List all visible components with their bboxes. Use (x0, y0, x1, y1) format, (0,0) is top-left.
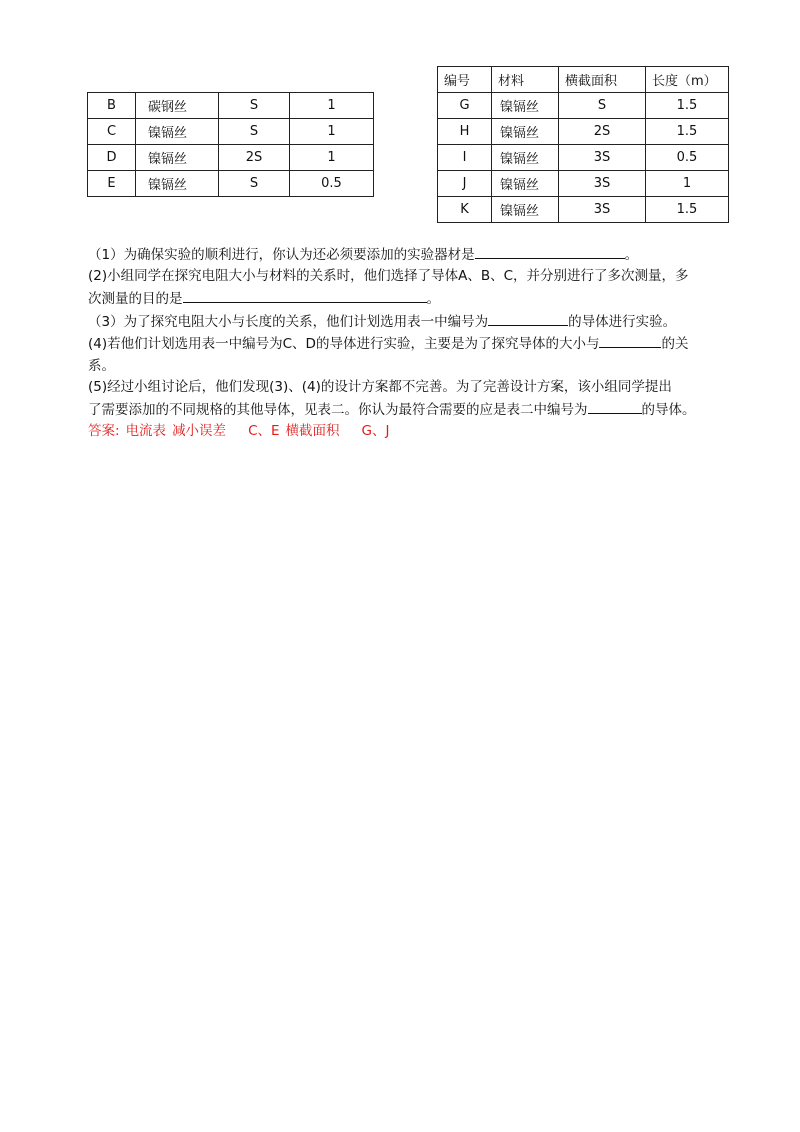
answer-blank-2[interactable] (183, 287, 427, 303)
table-cell: S (219, 93, 290, 119)
table-cell: 0.5 (290, 171, 374, 197)
answer-2: 减小误差 (172, 423, 227, 439)
question-3-text: （3）为了探究电阻大小与长度的关系，他们计划选用表一中编号为 (88, 314, 489, 330)
table-cell: 1 (646, 171, 729, 197)
table-cell: G (438, 93, 492, 119)
question-1-text: （1）为确保实验的顺利进行，你认为还必须要添加的实验器材是 (88, 247, 475, 263)
table-row (88, 93, 374, 119)
table-cell: 1 (290, 93, 374, 119)
question-5-end: 的导体。 (641, 402, 696, 418)
question-3 (88, 310, 718, 333)
table-cell: S (559, 93, 646, 119)
answer-blank-1[interactable] (475, 243, 625, 259)
table-row (88, 145, 374, 171)
table-row (88, 119, 374, 145)
table-cell: K (438, 197, 492, 223)
question-2 (88, 265, 718, 310)
table-cell: 材料 (492, 67, 559, 93)
table-cell: 碳钢丝 (136, 93, 219, 119)
table-cell: 1 (290, 119, 374, 145)
question-1-end: 。 (624, 247, 639, 263)
question-5 (88, 376, 718, 421)
table-row (438, 93, 729, 119)
answer-4: 横截面积 (285, 423, 340, 439)
table-cell: 镍镉丝 (136, 145, 219, 171)
table-cell: 2S (559, 119, 646, 145)
question-5-line-1: (5)经过小组讨论后，他们发现(3)、(4)的设计方案都不完善。为了完善设计方案，该小组同学提出 (88, 379, 672, 395)
table-cell: J (438, 171, 492, 197)
table-cell: 3S (559, 197, 646, 223)
table-cell: 长度（m） (646, 67, 729, 93)
answer-blank-4[interactable] (599, 332, 661, 348)
table-row (438, 119, 729, 145)
table-cell: 镍镉丝 (136, 171, 219, 197)
table-row (438, 197, 729, 223)
table-one (87, 92, 374, 197)
table-row (438, 145, 729, 171)
table-cell: B (88, 93, 136, 119)
answer-5: G、J (361, 423, 390, 439)
table-cell: C (88, 119, 136, 145)
table-cell: 镍镉丝 (492, 119, 559, 145)
question-1 (88, 243, 718, 266)
table-cell: 1.5 (646, 197, 729, 223)
question-4-line-1-end: 的关 (661, 336, 689, 352)
table-cell: H (438, 119, 492, 145)
question-4-line-1: (4)若他们计划选用表一中编号为C、D的导体进行实验，主要是为了探究导体的大小与 (88, 336, 600, 352)
answer-blank-5[interactable] (588, 398, 642, 414)
table-cell: 镍镉丝 (492, 197, 559, 223)
table-cell: 镍镉丝 (492, 145, 559, 171)
answer-1: 电流表 (125, 423, 167, 439)
answer-3: C、E (248, 423, 280, 439)
table-cell: 3S (559, 145, 646, 171)
answer-blank-3[interactable] (488, 310, 568, 326)
table-cell: 横截面积 (559, 67, 646, 93)
table-cell: I (438, 145, 492, 171)
question-4 (88, 332, 718, 377)
table-cell: 2S (219, 145, 290, 171)
question-5-line-2: 了需要添加的不同规格的其他导体，见表二。你认为最符合需要的应是表二中编号为 (88, 402, 588, 418)
question-2-line-2: 次测量的目的是 (88, 291, 183, 307)
question-4-line-2: 系。 (88, 358, 115, 374)
table-cell: E (88, 171, 136, 197)
table-header-row (438, 67, 729, 93)
table-cell: 1.5 (646, 119, 729, 145)
table-cell: 镍镉丝 (492, 171, 559, 197)
table-cell: S (219, 119, 290, 145)
question-3-end: 的导体进行实验。 (568, 314, 677, 330)
table-cell: 0.5 (646, 145, 729, 171)
table-two (437, 66, 729, 223)
table-cell: 1 (290, 145, 374, 171)
answer-label: 答案: (88, 423, 120, 439)
table-cell: D (88, 145, 136, 171)
table-cell: S (219, 171, 290, 197)
table-cell: 1.5 (646, 93, 729, 119)
table-cell: 镍镉丝 (136, 119, 219, 145)
answer-line (88, 420, 718, 442)
table-cell: 3S (559, 171, 646, 197)
table-row (438, 171, 729, 197)
table-row (88, 171, 374, 197)
question-2-line-1: (2)小组同学在探究电阻大小与材料的关系时，他们选择了导体A、B、C，并分别进行了多次测量，多 (88, 268, 689, 284)
table-cell: 编号 (438, 67, 492, 93)
question-2-end: 。 (426, 291, 440, 307)
table-cell: 镍镉丝 (492, 93, 559, 119)
